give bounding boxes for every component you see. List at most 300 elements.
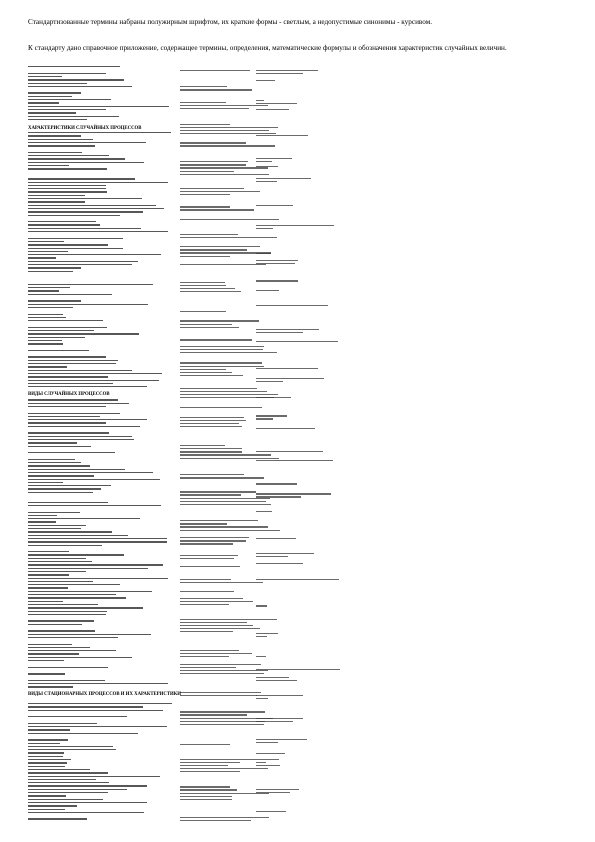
unreadable-text-line (28, 818, 87, 819)
unreadable-text-line (28, 330, 94, 331)
unreadable-text-line (28, 475, 94, 476)
unreadable-text-line (28, 518, 140, 519)
unreadable-text-line (28, 657, 132, 658)
unreadable-text-line (180, 664, 261, 665)
unreadable-text-line (28, 465, 90, 466)
unreadable-text-line (256, 305, 328, 306)
unreadable-text-line (180, 256, 230, 257)
unreadable-text-line (256, 329, 319, 330)
unreadable-text-line (28, 637, 118, 638)
unreadable-text-line (180, 540, 246, 541)
unreadable-text-line (180, 566, 240, 567)
unreadable-text-line (28, 472, 153, 473)
unreadable-text-line (180, 161, 248, 162)
unreadable-text-line (180, 86, 227, 87)
unreadable-text-line (28, 805, 77, 806)
unreadable-text-line (180, 448, 242, 449)
unreadable-text-line (180, 375, 243, 376)
unreadable-text-line (28, 584, 120, 585)
unreadable-text-line (28, 554, 124, 555)
unreadable-text-line (28, 812, 144, 813)
unreadable-text-line (180, 558, 234, 559)
unreadable-text-line (28, 119, 87, 120)
section-heading-stationary-processes: ВИДЫ СТАЦИОНАРНЫХ ПРОЦЕССОВ И ИХ ХАРАКТЕРИСТИКИ (28, 692, 181, 697)
unreadable-text-line (180, 420, 246, 421)
unreadable-text-line (28, 73, 106, 74)
unreadable-text-line (180, 288, 235, 289)
unreadable-text-line (28, 683, 168, 684)
unreadable-text-line (28, 165, 69, 166)
unreadable-text-line (28, 650, 116, 651)
unreadable-text-line (28, 799, 103, 800)
unreadable-text-line (28, 403, 129, 404)
unreadable-text-line (256, 496, 301, 497)
unreadable-text-line (180, 670, 268, 671)
unreadable-text-line (28, 79, 124, 80)
unreadable-text-line (28, 686, 73, 687)
unreadable-text-line (28, 317, 66, 318)
unreadable-text-line (180, 246, 260, 247)
unreadable-text-line (180, 653, 252, 654)
unreadable-text-line (28, 356, 106, 357)
unreadable-text-line (28, 264, 132, 265)
unreadable-text-line (28, 432, 109, 433)
unreadable-text-line (256, 103, 297, 104)
unreadable-text-line (28, 294, 112, 295)
unreadable-text-line (180, 744, 230, 745)
unreadable-text-line (180, 820, 251, 821)
unreadable-text-line (180, 477, 264, 478)
unreadable-text-line (180, 591, 234, 592)
unreadable-text-line (256, 792, 290, 793)
unreadable-text-line (28, 759, 71, 760)
unreadable-text-line (180, 817, 269, 818)
unreadable-text-line (180, 388, 257, 389)
unreadable-text-line (256, 263, 295, 264)
unreadable-text-line (28, 287, 70, 288)
unreadable-text-line (180, 171, 234, 172)
unreadable-text-line (256, 765, 280, 766)
unreadable-text-line (28, 109, 106, 110)
unreadable-text-line (180, 291, 241, 292)
unreadable-text-line (28, 488, 101, 489)
unreadable-text-line (28, 568, 148, 569)
unreadable-text-line (180, 530, 280, 531)
unreadable-text-line (28, 591, 152, 592)
unreadable-text-line (28, 667, 108, 668)
unreadable-text-line (256, 483, 297, 484)
unreadable-text-line (28, 756, 63, 757)
unreadable-text-line (180, 474, 244, 475)
unreadable-text-line (256, 451, 323, 452)
unreadable-text-line (28, 607, 143, 608)
unreadable-text-line (180, 234, 238, 235)
unreadable-text-line (28, 726, 167, 727)
unreadable-text-line (28, 337, 85, 338)
unreadable-text-line (256, 381, 283, 382)
unreadable-text-line (180, 70, 250, 71)
unreadable-text-line (256, 368, 318, 369)
unreadable-text-line (28, 145, 95, 146)
unreadable-text-line (180, 622, 247, 623)
unreadable-text-line (180, 491, 256, 492)
unreadable-text-line (28, 360, 118, 361)
unreadable-text-line (256, 460, 333, 461)
unreadable-text-line (180, 219, 279, 220)
unreadable-text-line (180, 714, 247, 715)
unreadable-text-line (28, 426, 140, 427)
unreadable-text-line (180, 692, 261, 693)
unreadable-text-line (28, 416, 100, 417)
unreadable-text-line (28, 116, 119, 117)
unreadable-text-line (180, 604, 229, 605)
unreadable-text-line (28, 587, 68, 588)
unreadable-text-line (180, 285, 226, 286)
intro-paragraph-appendix: К стандарту дано справочное приложение, содержащее термины, определения, математические формулы и обозначения характеристик случайных величин. (28, 44, 507, 52)
unreadable-text-line (28, 776, 160, 777)
unreadable-text-line (28, 634, 151, 635)
unreadable-text-line (28, 512, 80, 513)
unreadable-text-line (28, 482, 63, 483)
unreadable-text-line (28, 792, 108, 793)
unreadable-text-line (28, 314, 63, 315)
unreadable-text-line (180, 130, 269, 131)
unreadable-text-line (180, 504, 271, 505)
unreadable-text-line (28, 551, 69, 552)
unreadable-text-line (28, 155, 109, 156)
unreadable-text-line (180, 346, 264, 347)
unreadable-text-line (180, 520, 258, 521)
unreadable-text-line (28, 191, 107, 192)
unreadable-text-line (180, 108, 249, 109)
unreadable-text-line (28, 380, 159, 381)
unreadable-text-line (256, 73, 303, 74)
unreadable-text-line (180, 799, 232, 800)
unreadable-text-line (28, 221, 96, 222)
unreadable-text-line (28, 723, 97, 724)
unreadable-text-line (180, 582, 263, 583)
unreadable-text-line (28, 383, 113, 384)
unreadable-text-line (180, 339, 252, 340)
unreadable-text-line (180, 759, 279, 760)
unreadable-text-line (256, 739, 307, 740)
unreadable-text-line (28, 706, 143, 707)
unreadable-text-line (180, 451, 242, 452)
unreadable-text-line (28, 340, 62, 341)
unreadable-text-line (256, 228, 273, 229)
unreadable-text-line (180, 366, 264, 367)
unreadable-text-line (180, 598, 243, 599)
unreadable-text-line (28, 238, 123, 239)
unreadable-text-line (180, 555, 238, 556)
unreadable-text-line (180, 454, 271, 455)
unreadable-text-line (256, 753, 285, 754)
unreadable-text-line (28, 531, 112, 532)
unreadable-text-line (180, 695, 257, 696)
unreadable-text-line (28, 485, 111, 486)
unreadable-text-line (256, 718, 303, 719)
unreadable-text-line (28, 343, 63, 344)
unreadable-text-line (28, 376, 108, 377)
unreadable-text-line (180, 167, 268, 168)
unreadable-text-line (28, 459, 75, 460)
unreadable-text-line (180, 188, 244, 189)
unreadable-text-line (28, 479, 160, 480)
unreadable-text-line (180, 191, 260, 192)
unreadable-text-line (28, 525, 86, 526)
unreadable-text-line (28, 231, 168, 232)
unreadable-text-line (28, 515, 57, 516)
unreadable-text-line (28, 446, 91, 447)
unreadable-text-line (28, 290, 59, 291)
unreadable-text-line (28, 422, 106, 423)
unreadable-text-line (28, 208, 164, 209)
unreadable-text-line (180, 762, 240, 763)
unreadable-text-line (28, 782, 109, 783)
unreadable-text-line (28, 802, 147, 803)
unreadable-text-line (28, 809, 65, 810)
unreadable-text-line (180, 372, 232, 373)
unreadable-text-line (28, 528, 81, 529)
unreadable-text-line (256, 332, 303, 333)
unreadable-text-line (28, 564, 163, 565)
unreadable-text-line (256, 556, 288, 557)
unreadable-text-line (28, 168, 107, 169)
unreadable-text-line (28, 772, 108, 773)
unreadable-text-line (28, 630, 95, 631)
unreadable-text-line (256, 181, 277, 182)
unreadable-text-line (28, 96, 72, 97)
unreadable-text-line (256, 636, 267, 637)
unreadable-text-line (28, 716, 127, 717)
unreadable-text-line (180, 407, 262, 408)
unreadable-text-line (28, 729, 70, 730)
unreadable-text-line (256, 158, 292, 159)
unreadable-text-line (256, 253, 271, 254)
unreadable-text-line (28, 752, 64, 753)
unreadable-text-line (28, 521, 56, 522)
unreadable-text-line (256, 680, 297, 681)
unreadable-text-line (256, 605, 267, 606)
unreadable-text-line (28, 660, 64, 661)
unreadable-text-line (180, 320, 259, 321)
unreadable-text-line (180, 311, 226, 312)
unreadable-text-line (180, 127, 278, 128)
unreadable-text-line (28, 333, 139, 334)
unreadable-text-line (180, 264, 266, 265)
unreadable-text-line (28, 224, 100, 225)
unreadable-text-line (256, 698, 268, 699)
unreadable-text-line (28, 135, 81, 136)
unreadable-text-line (256, 290, 279, 291)
unreadable-text-line (180, 768, 268, 769)
unreadable-text-line (28, 703, 172, 704)
unreadable-text-line (28, 614, 106, 615)
unreadable-text-line (180, 650, 239, 651)
unreadable-text-line (180, 209, 254, 210)
unreadable-text-line (180, 349, 263, 350)
unreadable-text-line (28, 106, 169, 107)
unreadable-text-line (28, 142, 146, 143)
unreadable-text-line (28, 211, 143, 212)
unreadable-text-line (28, 327, 107, 328)
unreadable-text-line (180, 352, 277, 353)
unreadable-text-line (180, 579, 231, 580)
unreadable-text-line (28, 574, 69, 575)
unreadable-text-line (180, 721, 265, 722)
unreadable-text-line (256, 166, 278, 167)
unreadable-text-line (256, 260, 298, 261)
unreadable-text-line (180, 789, 237, 790)
unreadable-text-line (180, 174, 269, 175)
unreadable-text-line (28, 611, 107, 612)
unreadable-text-line (28, 271, 73, 272)
unreadable-text-line (28, 254, 161, 255)
unreadable-text-line (28, 502, 108, 503)
unreadable-text-line (28, 746, 113, 747)
unreadable-text-line (28, 267, 81, 268)
unreadable-text-line (180, 537, 249, 538)
unreadable-text-line (180, 194, 230, 195)
unreadable-text-line (256, 579, 339, 580)
unreadable-text-line (180, 423, 239, 424)
unreadable-text-line (28, 766, 65, 767)
unreadable-text-line (28, 620, 94, 621)
unreadable-text-line (28, 373, 162, 374)
unreadable-text-line (28, 112, 76, 113)
unreadable-text-line (28, 66, 120, 67)
unreadable-text-line (28, 178, 135, 179)
unreadable-text-line (256, 656, 266, 657)
unreadable-text-line (180, 765, 228, 766)
unreadable-text-line (28, 284, 153, 285)
unreadable-text-line (180, 164, 246, 165)
unreadable-text-line (180, 656, 229, 657)
unreadable-text-line (256, 511, 272, 512)
unreadable-text-line (180, 124, 230, 125)
unreadable-text-line (28, 92, 81, 93)
unreadable-text-line (28, 541, 167, 542)
unreadable-text-line (28, 581, 93, 582)
unreadable-text-line (256, 109, 289, 110)
unreadable-text-line (28, 99, 111, 100)
unreadable-text-line (180, 445, 225, 446)
unreadable-text-line (28, 215, 120, 216)
unreadable-text-line (28, 241, 64, 242)
unreadable-text-line (180, 631, 233, 632)
unreadable-text-line (28, 469, 125, 470)
unreadable-text-line (28, 571, 86, 572)
unreadable-text-line (28, 710, 163, 711)
unreadable-text-line (28, 452, 115, 453)
unreadable-text-line (180, 601, 253, 602)
unreadable-text-line (28, 413, 120, 414)
unreadable-text-line (28, 462, 81, 463)
unreadable-text-line (180, 369, 226, 370)
unreadable-text-line (28, 578, 168, 579)
unreadable-text-line (28, 653, 79, 654)
unreadable-text-line (28, 505, 161, 506)
unreadable-text-line (28, 307, 73, 308)
unreadable-text-line (28, 304, 148, 305)
unreadable-text-line (28, 601, 63, 602)
unreadable-text-line (28, 673, 65, 674)
unreadable-text-line (28, 198, 142, 199)
unreadable-text-line (28, 370, 132, 371)
unreadable-text-line (28, 261, 138, 262)
unreadable-text-line (180, 237, 277, 238)
unreadable-text-line (28, 561, 92, 562)
unreadable-text-line (28, 604, 98, 605)
unreadable-text-line (180, 673, 264, 674)
unreadable-text-line (180, 667, 236, 668)
unreadable-text-line (180, 362, 262, 363)
unreadable-text-line (180, 89, 252, 90)
unreadable-text-line (180, 102, 226, 103)
unreadable-text-line (28, 680, 105, 681)
unreadable-text-line (28, 545, 102, 546)
unreadable-text-line (28, 762, 67, 763)
unreadable-text-line (28, 492, 93, 493)
unreadable-text-line (180, 105, 268, 106)
unreadable-text-line (256, 100, 264, 101)
unreadable-text-line (28, 244, 108, 245)
unreadable-text-line (256, 538, 296, 539)
unreadable-text-line (256, 205, 293, 206)
unreadable-text-line (28, 399, 118, 400)
unreadable-text-line (28, 139, 93, 140)
unreadable-text-line (28, 439, 134, 440)
unreadable-text-line (28, 102, 59, 103)
unreadable-text-line (256, 418, 273, 419)
unreadable-text-line (180, 619, 277, 620)
unreadable-text-line (180, 458, 279, 459)
unreadable-text-line (256, 378, 324, 379)
unreadable-text-line (28, 597, 126, 598)
unreadable-text-line (256, 80, 275, 81)
unreadable-text-line (28, 594, 116, 595)
unreadable-text-line (180, 523, 227, 524)
unreadable-text-line (28, 185, 106, 186)
unreadable-text-line (180, 142, 246, 143)
unreadable-text-line (28, 769, 90, 770)
unreadable-text-line (28, 188, 106, 189)
unreadable-text-line (256, 695, 303, 696)
unreadable-text-line (180, 206, 230, 207)
unreadable-text-line (180, 249, 247, 250)
unreadable-text-line (256, 428, 315, 429)
unreadable-text-line (256, 178, 311, 179)
unreadable-text-line (28, 248, 123, 249)
unreadable-text-line (28, 201, 85, 202)
unreadable-text-line (180, 796, 232, 797)
unreadable-text-line (28, 419, 147, 420)
unreadable-text-line (28, 132, 171, 133)
unreadable-text-line (180, 625, 253, 626)
unreadable-text-line (28, 785, 147, 786)
unreadable-text-line (28, 406, 106, 407)
unreadable-text-line (180, 494, 241, 495)
unreadable-text-line (180, 391, 267, 392)
unreadable-text-line (256, 563, 303, 564)
unreadable-text-line (256, 633, 278, 634)
unreadable-text-line (180, 282, 225, 283)
unreadable-text-line (28, 733, 138, 734)
unreadable-text-line (28, 386, 147, 387)
unreadable-text-line (256, 493, 331, 494)
unreadable-text-line (180, 498, 270, 499)
unreadable-text-line (256, 397, 291, 398)
